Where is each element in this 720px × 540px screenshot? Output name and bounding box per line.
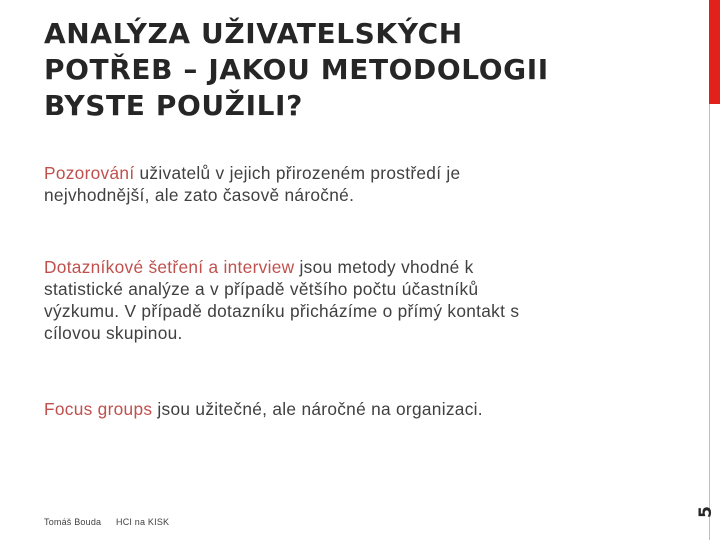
highlighted-term: Pozorování	[44, 163, 135, 183]
highlighted-term: Dotazníkové šetření a interview	[44, 257, 295, 277]
title-line: POTŘEB – JAKOU METODOLOGII	[44, 53, 549, 86]
paragraph-observation	[44, 162, 460, 206]
title-line: ANALÝZA UŽIVATELSKÝCH	[44, 17, 463, 50]
paragraph-line: výzkumu. V případě dotazníku přicházíme o přímý kontakt s	[44, 301, 520, 321]
paragraph-questionnaire	[44, 256, 519, 344]
paragraph-line	[44, 398, 483, 420]
line-text: jsou užitečné, ale náročné na organizaci.	[152, 399, 483, 419]
line-text: jsou metody vhodné k	[294, 257, 474, 277]
paragraph-focus-groups	[44, 398, 483, 420]
accent-bar	[709, 0, 720, 104]
paragraph-line	[44, 162, 460, 184]
page-number: 5	[696, 506, 716, 518]
slide-title	[44, 16, 644, 124]
footer-author: Tomáš Bouda	[44, 517, 102, 527]
footer-course: HCI na KISK	[116, 517, 170, 527]
vertical-divider	[709, 104, 710, 540]
paragraph-line: statistické analýze a v případě většího počtu účastníků	[44, 279, 479, 299]
line-text: uživatelů v jejich přirozeném prostředí je	[134, 163, 461, 183]
paragraph-line	[44, 256, 519, 278]
highlighted-term: Focus groups	[44, 399, 153, 419]
paragraph-line: cílovou skupinou.	[44, 323, 183, 343]
title-line: BYSTE POUŽILI?	[44, 89, 303, 122]
paragraph-line: nejvhodnější, ale zato časově náročné.	[44, 185, 355, 205]
